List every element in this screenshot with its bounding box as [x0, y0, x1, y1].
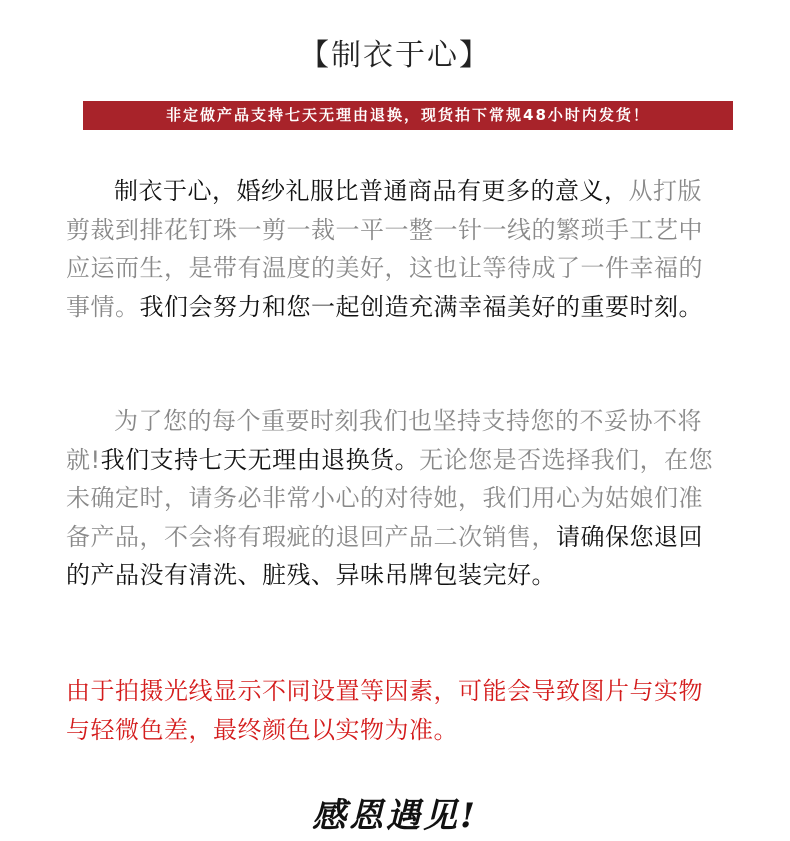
closing-thanks: 感恩遇见! — [312, 796, 478, 836]
page-title: 【制衣于心】 — [299, 38, 491, 73]
policy-condition-text: 请确保您退回的产品没有清洗、脏残、异味吊牌包装完好。 — [66, 522, 703, 589]
intro-lead-text: 制衣于心，婚纱礼服比普通商品有更多的意义， — [114, 177, 629, 205]
shipping-notice-banner: 非定做产品支持七天无理由退换，现货拍下常规48小时内发货！ — [83, 101, 733, 130]
intro-paragraph — [66, 172, 726, 326]
color-disclaimer-paragraph: 由于拍摄光线显示不同设置等因素，可能会导致图片与实物与轻微色差，最终颜色以实物为准。 — [66, 677, 703, 744]
intro-craft-text: 从打版剪裁到排花钉珠一剪一裁一平一整一针一线的繁琐手工艺中应运而生，是带有温度的美好，这也让等待成了一件幸福的事情。 — [66, 177, 703, 321]
return-policy-paragraph — [66, 402, 726, 595]
policy-lead-text: 为了您的每个重要时刻我们也坚持支持您的不妥协不将就! — [66, 407, 702, 474]
intro-promise-text: 我们会努力和您一起创造充满幸福美好的重要时刻。 — [139, 292, 703, 321]
policy-return-text: 我们支持七天无理由退换货。 — [100, 445, 420, 474]
policy-care-text: 无论您是否选择我们，在您未确定时，请务必非常小心的对待她，我们用心为姑娘们准备产品，不会将有瑕疵的退回产品二次销售， — [66, 445, 714, 551]
